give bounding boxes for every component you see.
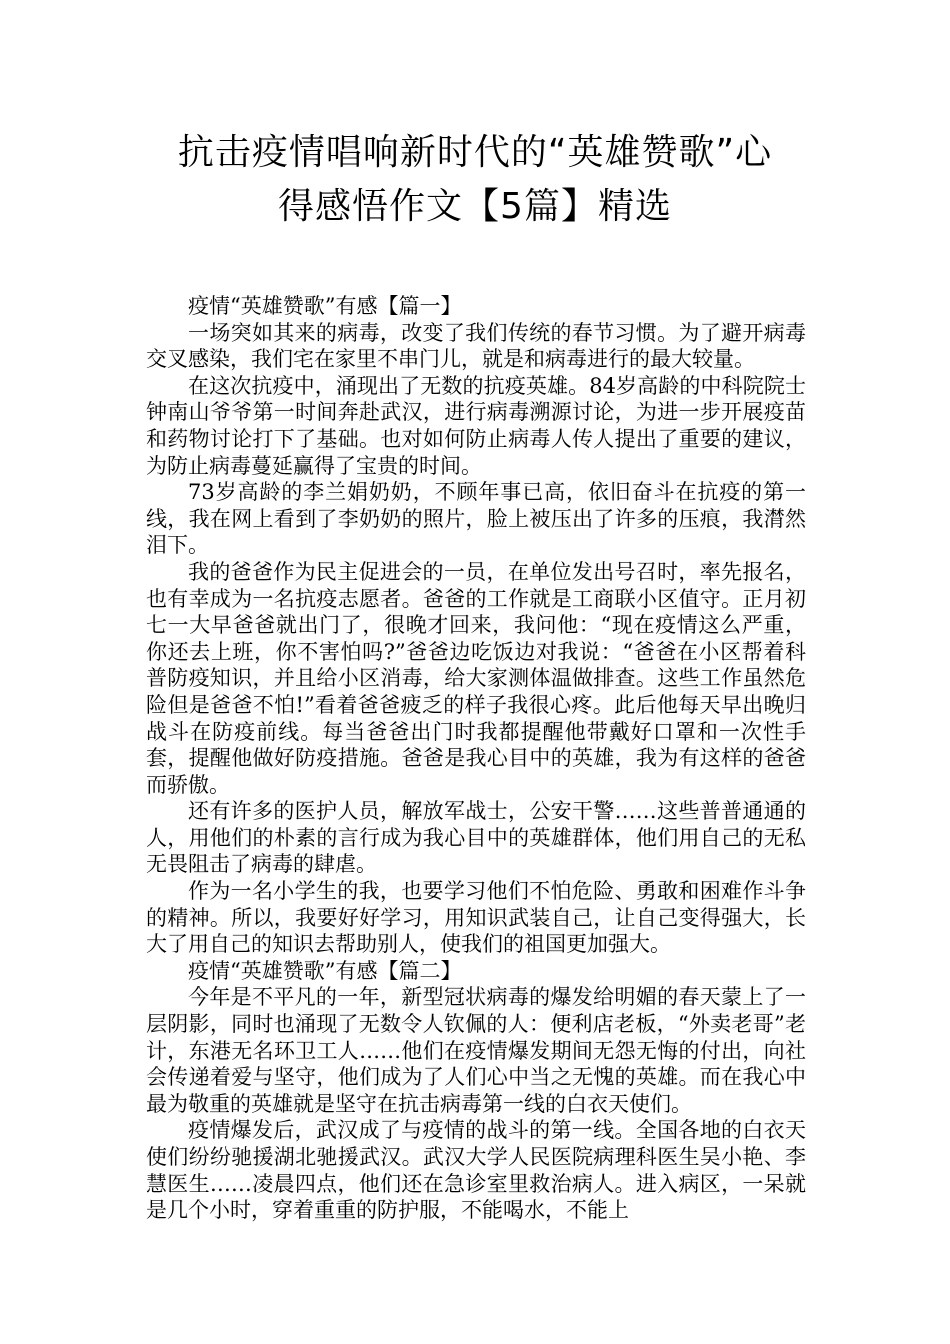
paragraph: 一场突如其来的病毒，改变了我们传统的春节习惯。为了避开病毒交叉感染，我们宅在家里不串门儿，就是和病毒进行的最大较量。 — [146, 320, 806, 372]
paragraph: 在这次抗疫中，涌现出了无数的抗疫英雄。84岁高龄的中科院院士钟南山爷爷第一时间奔赴武汉，进行病毒溯源讨论，为进一步开展疫苗和药物讨论打下了基础。也对如何防止病毒人传人提出了重要的建议，为防止病毒蔓延赢得了宝贵的时间。 — [146, 373, 806, 478]
paragraph: 疫情爆发后，武汉成了与疫情的战斗的第一线。全国各地的白衣天使们纷纷驰援湖北驰援武汉。武汉大学人民医院病理科医生吴小艳、李慧医生……凌晨四点，他们还在急诊室里救治病人。进入病区，一呆就是几个小时，穿着重重的防护服，不能喝水，不能上 — [146, 1118, 806, 1223]
section-heading-1: 疫情“英雄赞歌”有感【篇一】 — [188, 294, 462, 318]
paragraph: 73岁高龄的李兰娟奶奶，不顾年事已高，依旧奋斗在抗疫的第一线，我在网上看到了李奶奶的照片，脸上被压出了许多的压痕，我潸然泪下。 — [146, 480, 806, 558]
paragraph: 作为一名小学生的我，也要学习他们不怕危险、勇敢和困难作斗争的精神。所以，我要好好学习，用知识武装自己，让自己变得强大，长大了用自己的知识去帮助别人，使我们的祖国更加强大。 — [146, 879, 806, 957]
document-body — [146, 293, 806, 1224]
section-heading-2: 疫情“英雄赞歌”有感【篇二】 — [188, 958, 462, 983]
paragraph: 今年是不平凡的一年，新型冠状病毒的爆发给明媚的春天蒙上了一层阴影，同时也涌现了无数令人钦佩的人：便利店老板，“外卖老哥”老计，东港无名环卫工人……他们在疫情爆发期间无怨无悔的付出，向社会传递着爱与坚守，他们成为了人们心中当之无愧的英雄。而在我心中最为敬重的英雄就是坚守在抗击病毒第一线的白衣天使们。 — [146, 985, 806, 1116]
paragraph: 还有许多的医护人员，解放军战士，公安干警……这些普普通通的人，用他们的朴素的言行成为我心目中的英雄群体，他们用自己的无私无畏阻击了病毒的肆虐。 — [146, 799, 806, 877]
paragraph: 我的爸爸作为民主促进会的一员，在单位发出号召时，率先报名，也有幸成为一名抗疫志愿者。爸爸的工作就是工商联小区值守。正月初七一大早爸爸就出门了，很晚才回来，我问他：“现在疫情这么严重，你还去上班，你不害怕吗?”爸爸边吃饭边对我说：“爸爸在小区帮着科普防疫知识，并且给小区消毒，给大家测体温做排查。这些工作虽然危险但是爸爸不怕!”看着爸爸疲乏的样子我很心疼。此后他每天早出晚归战斗在防疫前线。每当爸爸出门时我都提醒他带戴好口罩和一次性手套，提醒他做好防疫措施。爸爸是我心目中的英雄，我为有这样的爸爸而骄傲。 — [146, 559, 806, 797]
title-line-1: 抗击疫情唱响新时代的“英雄赞歌”心 — [177, 132, 773, 173]
title-line-2: 得感悟作文【5篇】精选 — [278, 186, 672, 227]
document-title — [120, 126, 830, 234]
